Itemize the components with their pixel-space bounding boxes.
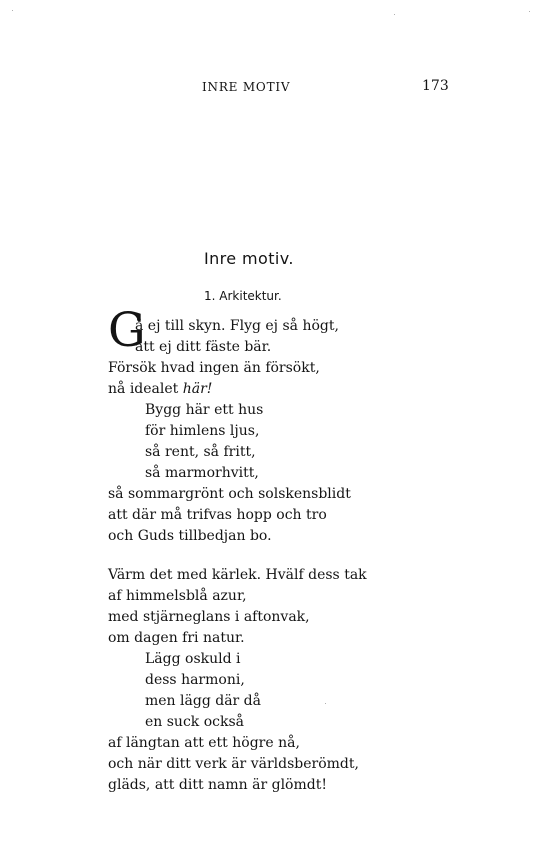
poem-title: Inre motiv. (204, 249, 294, 268)
poem-line: gläds, att ditt namn är glömdt! (108, 777, 327, 793)
poem-line: en suck också (145, 714, 245, 730)
poem-line: Försök hvad ingen än försökt, (108, 360, 320, 376)
drop-cap: G (108, 303, 146, 358)
poem-line-text: nå idealet (108, 381, 183, 397)
running-head: INRE MOTIV (202, 80, 291, 94)
poem-line: men lägg där då (145, 693, 261, 709)
poem-line: Lägg oskuld i (145, 651, 241, 667)
page-number: 173 (422, 78, 449, 94)
poem-line (108, 382, 212, 396)
poem-line: Bygg här ett hus (145, 402, 264, 418)
paper-speck (394, 14, 395, 15)
poem-line: så marmorhvitt, (145, 465, 259, 481)
poem-line: att där må trifvas hopp och tro (108, 507, 327, 523)
poem-line: så rent, så fritt, (145, 444, 256, 460)
poem-line: dess harmoni, (145, 672, 245, 688)
paper-speck (529, 11, 530, 12)
poem-line: Värm det med kärlek. Hvälf dess tak (108, 567, 367, 583)
section-title: 1. Arkitektur. (204, 289, 282, 303)
paper-speck (12, 10, 13, 11)
poem-line: af himmelsblå azur, (108, 588, 247, 604)
paper-speck (325, 703, 326, 704)
poem-line: om dagen fri natur. (108, 630, 245, 646)
poem-line: så sommargrönt och solskensblidt (108, 486, 351, 502)
emphasized-word: här! (182, 381, 213, 397)
poem-line: å ej till skyn. Flyg ej så högt, (135, 318, 339, 334)
poem-line: och när ditt verk är världsberömdt, (108, 756, 359, 772)
poem-line: att ej ditt fäste bär. (135, 339, 272, 355)
poem-line: af längtan att ett högre nå, (108, 735, 300, 751)
poem-line: med stjärneglans i aftonvak, (108, 609, 310, 625)
poem-line: och Guds tillbedjan bo. (108, 528, 272, 544)
poem-line: för himlens ljus, (145, 423, 260, 439)
